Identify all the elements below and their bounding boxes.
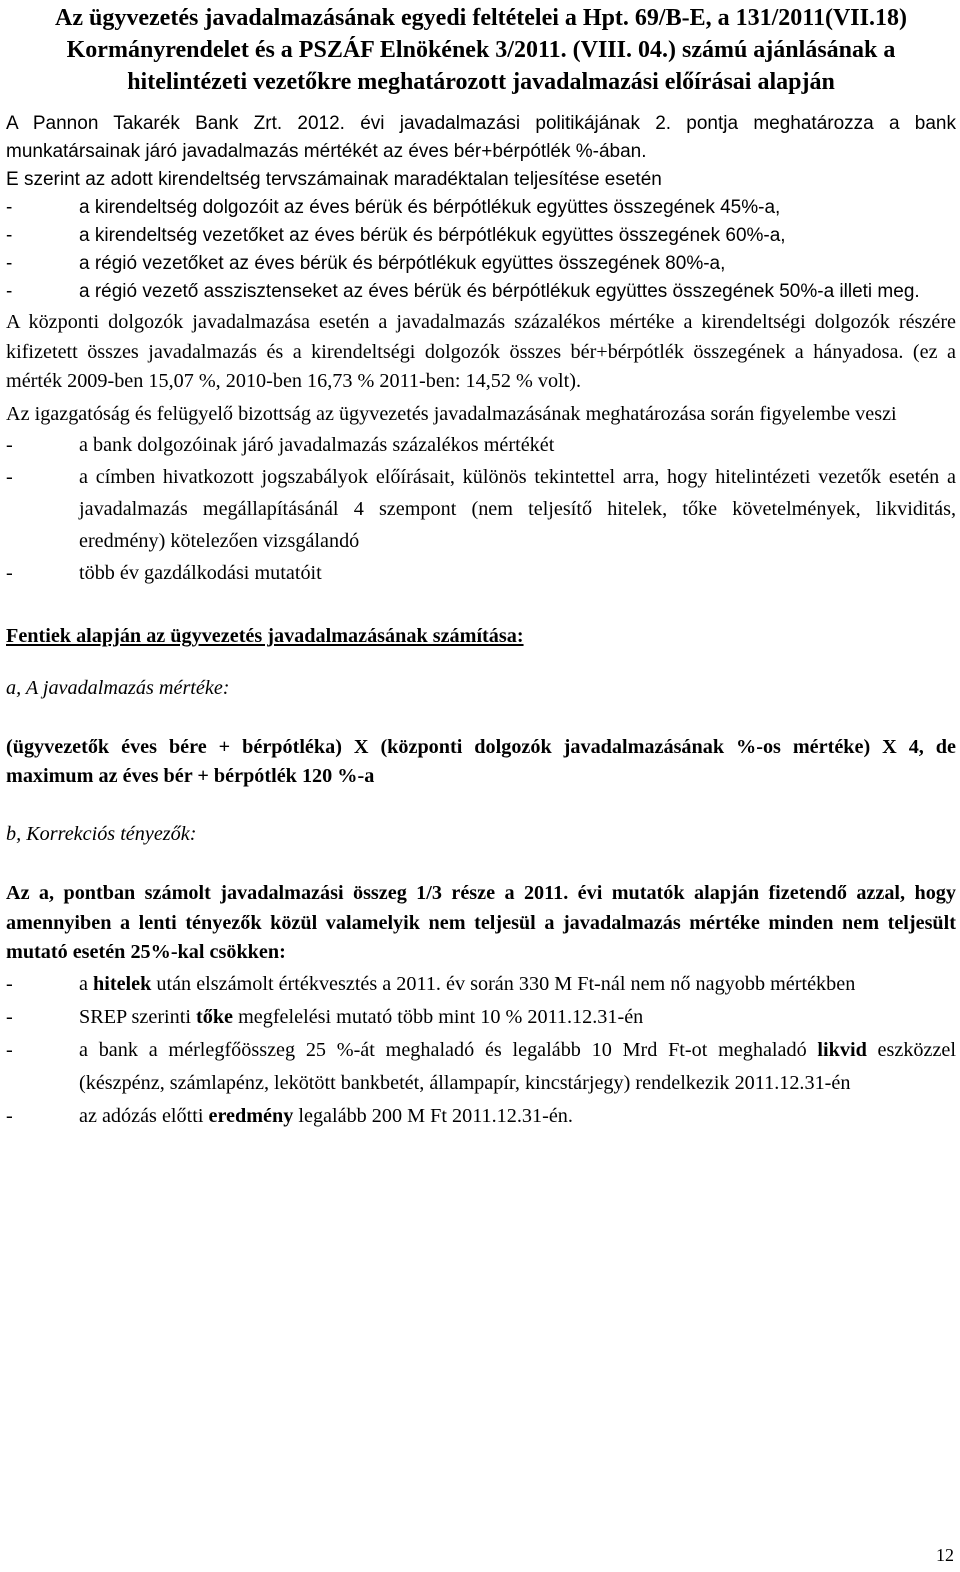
section-b-paragraph: Az a, pontban számolt javadalmazási összeg 1/3 része a 2011. évi mutatók alapján fizetendő azzal, hogy amennyiben a lenti tényezők közül valamelyik nem teljesül a javadalmazás mértéke minden nem teljesült mutató esetén 25%-kal csökken: bbox=[6, 882, 956, 963]
list-item: - a bank dolgozóinak járó javadalmazás százalékos mértékét bbox=[6, 434, 555, 456]
list-item: - a kirendeltség vezetőket az éves bérük és bérpótlékuk együttes összegének 60%-a, bbox=[6, 225, 786, 246]
document-page bbox=[6, 0, 956, 1133]
intro-condition: E szerint az adott kirendeltség tervszámainak maradéktalan teljesítése esetén bbox=[6, 169, 662, 190]
section-a-label: a, A javadalmazás mértéke: bbox=[6, 677, 230, 699]
list-item: - az adózás előtti eredmény legalább 200 M Ft 2011.12.31-én. bbox=[6, 1104, 573, 1127]
central-staff-paragraph: A központi dolgozók javadalmazása esetén a javadalmazás százalékos mértéke a kirendeltségi dolgozók részére kifizetett összes javadalmazás és a kirendeltségi dolgozók összes bér+bérpótlék összegének a hányadosa. (ez a mérték 2009-ben 15,07 %, 2010-ben 16,73 % 2011-ben: 14,52 % volt). bbox=[6, 311, 956, 392]
list-item: - a régió vezető asszisztenseket az éves bérük és bérpótlékuk együttes összegének 50%-a illeti meg. bbox=[6, 281, 920, 302]
intro-list bbox=[6, 194, 956, 306]
page-number: 12 bbox=[936, 1545, 954, 1565]
board-lead: Az igazgatóság és felügyelő bizottság az ügyvezetés javadalmazásának meghatározása során figyelembe veszi bbox=[6, 402, 897, 425]
list-item: - a kirendeltség dolgozóit az éves bérük és bérpótlékuk együttes összegének 45%-a, bbox=[6, 197, 781, 218]
list-item: - a hitelek után elszámolt értékvesztés a 2011. év során 330 M Ft-nál nem nő nagyobb mértékben bbox=[6, 972, 856, 995]
list-item: - a címben hivatkozott jogszabályok előírásait, különös tekintettel arra, hogy hitelintézeti vezetők esetén a javadalmazás megállapításánál 4 szempont (nem teljesítő hitelek, tőke követelmények, likviditás, eredmény) kötelezően vizsgálandó bbox=[6, 466, 956, 552]
intro-paragraph: A Pannon Takarék Bank Zrt. 2012. évi javadalmazási politikájának 2. pontja meghatározza a bank munkatársainak járó javadalmazás mértékét az éves bér+bérpótlék %-ában. bbox=[6, 113, 956, 162]
correction-list bbox=[6, 968, 956, 1133]
list-item: - a bank a mérlegfőösszeg 25 %-át meghaladó és legalább 10 Mrd Ft-ot meghaladó likvid eszközzel (készpénz, számlapénz, lekötött bankbetét, állampapír, kincstárjegy) rendelkezik 2011.12.31-én bbox=[6, 1038, 956, 1094]
calculation-heading: Fentiek alapján az ügyvezetés javadalmazásának számítása: bbox=[6, 625, 524, 647]
board-list bbox=[6, 429, 956, 589]
list-item: - több év gazdálkodási mutatóit bbox=[6, 562, 322, 584]
list-item: - a régió vezetőket az éves bérük és bérpótlékuk együttes összegének 80%-a, bbox=[6, 253, 726, 274]
section-b-label: b, Korrekciós tényezők: bbox=[6, 823, 197, 845]
list-item: - SREP szerinti tőke megfelelési mutató több mint 10 % 2011.12.31-én bbox=[6, 1005, 644, 1028]
section-a-formula: (ügyvezetők éves bére + bérpótléka) X (központi dolgozók javadalmazásának %-os mértéke) X 4, de maximum az éves bér + bérpótlék 120 %-a bbox=[6, 736, 956, 787]
document-title: Az ügyvezetés javadalmazásának egyedi feltételei a Hpt. 69/B-E, a 131/2011(VII.18) Kormányrendelet és a PSZÁF Elnökének 3/2011. (VIII. 04.) számú ajánlásának a hitelintézeti vezetőkre meghatározott javadalmazási előírásai alapján bbox=[55, 5, 907, 95]
